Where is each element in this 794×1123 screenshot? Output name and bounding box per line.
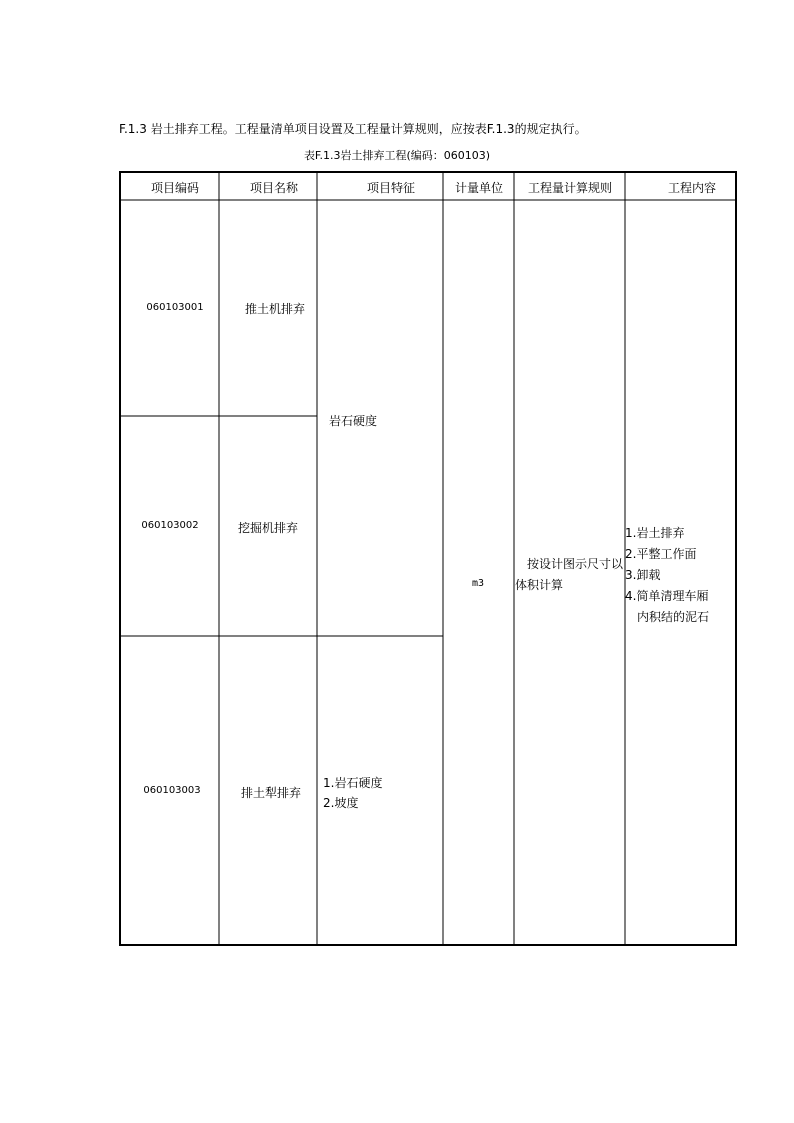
table-caption: 表F.1.3岩土排弃工程(编码：060103) [303, 149, 491, 162]
header-code: 项目编码 [150, 181, 200, 195]
row-3-feature-2: 2.坡度 [323, 796, 359, 810]
work-content-3: 3.卸载 [625, 568, 661, 582]
row-1-code: 060103001 [146, 302, 204, 313]
row-2-code: 060103002 [141, 520, 199, 531]
intro-paragraph: F.1.3 岩土排弃工程。工程量清单项目设置及工程量计算规则，应按表F.1.3的规定执行。 [119, 122, 587, 136]
work-content-2: 2.平整工作面 [625, 547, 697, 561]
calc-rule-line-1: 按设计图示尺寸以 [527, 557, 624, 571]
calc-rule-line-2: 体积计算 [515, 578, 564, 592]
work-content-4: 4.简单清理车厢 [625, 589, 709, 603]
row-1-name: 推土机排弃 [244, 302, 306, 316]
row-3-name: 排土犁排弃 [240, 786, 302, 800]
header-calc-rule: 工程量计算规则 [527, 181, 613, 195]
unit-cell: m3 [471, 578, 485, 589]
features-rows-1-2: 岩石硬度 [329, 414, 378, 428]
header-unit: 计量单位 [454, 181, 504, 195]
header-name: 项目名称 [249, 181, 299, 195]
row-3-code: 060103003 [143, 785, 201, 796]
row-3-feature-1: 1.岩石硬度 [323, 776, 383, 790]
row-2-name: 挖掘机排弃 [237, 521, 299, 535]
header-work-content: 工程内容 [667, 181, 717, 195]
work-content-1: 1.岩土排弃 [625, 526, 685, 540]
work-content-4-cont: 内积结的泥石 [637, 610, 710, 624]
header-features: 项目特征 [366, 181, 416, 195]
